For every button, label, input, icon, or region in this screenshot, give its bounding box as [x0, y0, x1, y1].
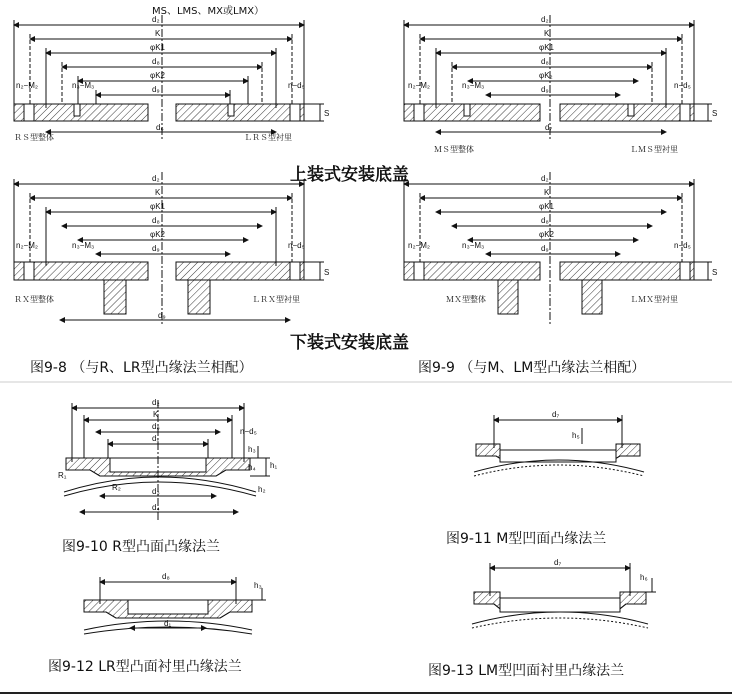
radius-label: R₁ [58, 471, 67, 480]
h-label: h₁ [270, 461, 278, 470]
bolt-label: n₃−M₃ [462, 241, 485, 250]
dim-label: φK2 [150, 230, 165, 239]
thickness-label: S [324, 268, 330, 277]
radius-label: R₂ [112, 483, 121, 492]
dim-label: d₈ [152, 57, 160, 66]
bottom-dim-label: d₉ [158, 311, 166, 320]
thickness-label: S [712, 268, 718, 277]
type-label: ＬＭＳ型衬里 [630, 145, 678, 154]
diagram-b-labels [408, 15, 717, 154]
hole-label: n−d₅ [288, 81, 305, 90]
bolt-label: n₂−M₂ [16, 81, 38, 90]
bolt-label: n₃−M₃ [72, 81, 95, 90]
h-label: h₂ [258, 485, 266, 494]
diagram-a [14, 15, 324, 140]
dim-label: K [155, 29, 161, 38]
type-label: ＲＳ型整体 [14, 133, 54, 142]
diagram-e [64, 400, 270, 520]
dim-label: d₂ [541, 174, 549, 183]
bolt-label: n₃−M₃ [462, 81, 485, 90]
caption-fig-9-10: 图9-10 R型凸面凸缘法兰 [62, 539, 220, 555]
diagram-h [472, 563, 656, 628]
dim-label: d₂ [152, 15, 160, 24]
dim-label: d₇ [554, 558, 562, 567]
type-label: ＬＲＳ型衬里 [244, 133, 292, 142]
bolt-label: n₂−M₂ [16, 241, 38, 250]
type-label: ＭＳ型整体 [434, 145, 474, 154]
section-title-bottom-mount: 下装式安装底盖 [290, 333, 409, 353]
diagram-h-labels [554, 558, 648, 582]
type-label: ＬＲＸ型衬里 [252, 295, 300, 304]
caption-fig-9-9: 图9-9 （与M、LM型凸缘法兰相配） [418, 360, 646, 376]
dim-label: d₂ [152, 174, 160, 183]
dim-label: φK1 [150, 43, 165, 52]
bottom-rule [0, 692, 732, 694]
hole-label: n−d₅ [288, 241, 305, 250]
thickness-label: S [712, 109, 718, 118]
dim-label: d₉ [152, 244, 160, 253]
dim-label: K [544, 188, 550, 197]
dim-label: d₉ [152, 85, 160, 94]
section-title-top-mount: 上装式安装底盖 [290, 165, 409, 185]
dim-label: φK1 [150, 202, 165, 211]
bottom-dim-label: d₇ [545, 123, 553, 132]
dim-label: K [153, 410, 159, 419]
dim-label: φK1 [539, 43, 554, 52]
type-label: ＬＭＸ型衬里 [630, 295, 678, 304]
h-label: h₃ [254, 581, 262, 590]
diagram-c-labels [14, 174, 329, 320]
dim-label: d₁ [152, 434, 160, 443]
dim-label: d₂ [541, 15, 549, 24]
caption-fig-9-11: 图9-11 M型凹面凸缘法兰 [446, 531, 607, 547]
diagram-f-labels [552, 410, 580, 440]
hole-label: n−d₅ [674, 81, 691, 90]
dim-label: d₂ [152, 398, 160, 407]
dim-label: d₈ [162, 572, 170, 581]
dim-label: d₈ [152, 216, 160, 225]
dim-label: d₈ [541, 57, 549, 66]
caption-fig-9-12: 图9-12 LR型凸面衬里凸缘法兰 [48, 659, 242, 675]
h-label: h₆ [640, 573, 648, 582]
dim-label: d₄ [152, 503, 160, 512]
hole-label: n−d₅ [674, 241, 691, 250]
diagram-b [404, 15, 712, 140]
dim-label: d₉ [541, 85, 549, 94]
caption-fig-9-13: 图9-13 LM型凹面衬里凸缘法兰 [428, 663, 625, 679]
diagram-a-labels [14, 15, 329, 142]
type-label: ＭＸ型整体 [446, 295, 486, 304]
type-label: ＲＸ型整体 [14, 295, 54, 304]
dim-label: φK₂ [539, 71, 553, 80]
dim-label: d₇ [552, 410, 560, 419]
caption-fig-9-8: 图9-8 （与R、LR型凸缘法兰相配） [30, 360, 253, 376]
h-label: h₅ [572, 431, 580, 440]
dim-label: φK1 [539, 202, 554, 211]
h-label: h₄ [248, 463, 256, 472]
dim-label: d₃ [152, 487, 160, 496]
dim-label: d₉ [541, 244, 549, 253]
h-label: h₃ [248, 445, 256, 454]
thickness-label: S [324, 109, 330, 118]
dim-label: d₈ [541, 216, 549, 225]
diagram-d-labels [408, 174, 717, 304]
diagram-e-labels [58, 398, 277, 512]
dim-label: K [544, 29, 550, 38]
diagram-f [474, 415, 644, 476]
bolt-label: n₂−M₂ [408, 241, 430, 250]
hole-label: n−d₅ [240, 427, 257, 436]
bolt-label: n₃−M₃ [72, 241, 95, 250]
bolt-label: n₂−M₂ [408, 81, 430, 90]
header-note: MS、LMS、MX或LMX） [152, 6, 265, 17]
dim-label: K [155, 188, 161, 197]
dim-label: d₁ [164, 619, 172, 628]
dim-label: d₈ [152, 422, 160, 431]
dim-label: φK2 [539, 230, 554, 239]
diagram-g [84, 577, 266, 634]
bottom-dim-label: d₆ [156, 123, 164, 132]
dim-label: φK2 [150, 71, 165, 80]
